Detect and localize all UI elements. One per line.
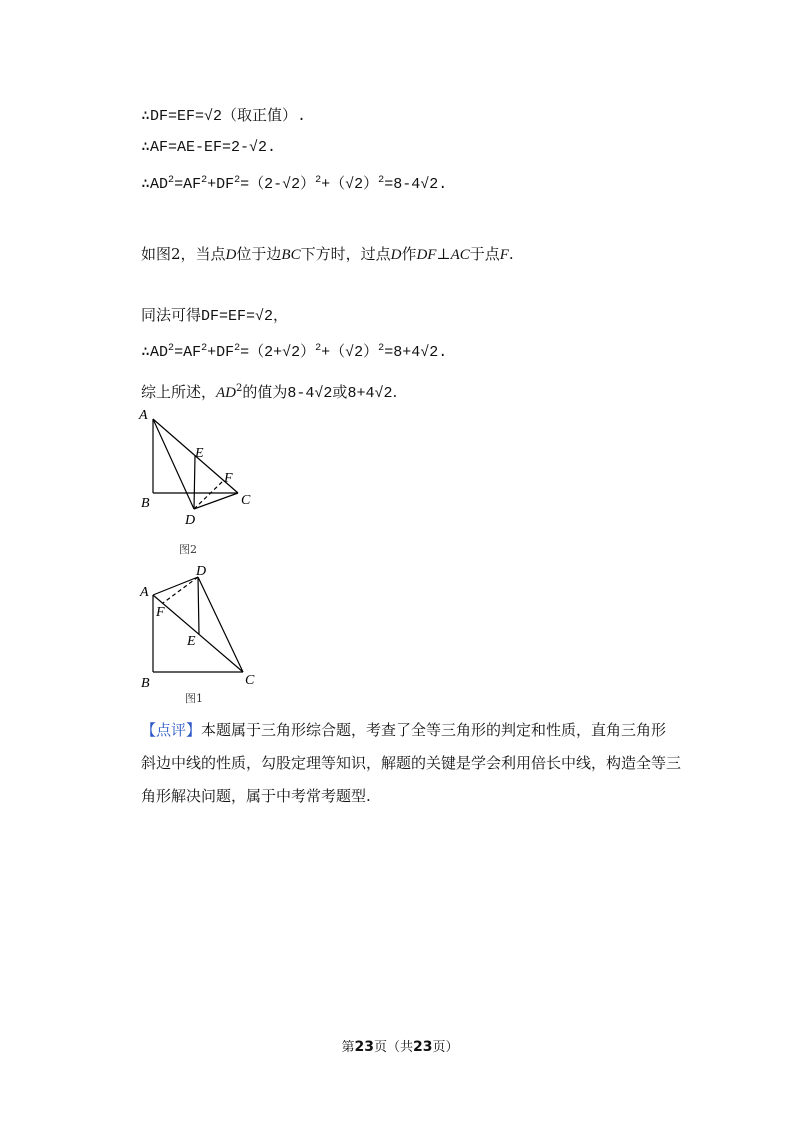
expr-part: =（2-√2） — [240, 176, 316, 193]
segment-DF-dashed — [194, 481, 223, 509]
label-B: B — [141, 496, 150, 511]
label-D: D — [196, 564, 207, 579]
exponent: 2 — [236, 383, 243, 394]
figure-1-diagram — [135, 560, 275, 690]
label-A: A — [140, 585, 149, 600]
comment-text: 本题属于三角形综合题，考查了全等三角形的判定和性质，直角三角形斜边中线的性质，勾股定理等知识，解题的关键是学会利用倍长中线，构造全等三角形解决问题，属于中考常考题型. — [141, 721, 682, 805]
text: 于点 — [469, 245, 500, 263]
expr-part: =（2+√2） — [240, 344, 316, 361]
expr-part: ∴AD — [141, 344, 169, 361]
expr-part: ∴AD — [141, 176, 169, 193]
conclusion-line — [141, 381, 397, 402]
case2-sentence — [141, 243, 514, 264]
exponent: 2 — [234, 343, 241, 354]
expr-part: =8+4√2. — [384, 344, 448, 361]
segment-label: AD — [216, 385, 237, 401]
text: 位于边 — [236, 245, 282, 263]
segment-AD — [153, 577, 198, 595]
label-B: B — [141, 676, 150, 690]
expr-part: +（√2） — [321, 344, 379, 361]
footer-text: 第 — [341, 1040, 355, 1055]
label-D: D — [185, 513, 196, 528]
segment-label: AC — [450, 247, 470, 263]
label-E: E — [187, 634, 196, 649]
solution-line-3 — [141, 172, 447, 193]
label-F: F — [156, 605, 165, 620]
label-A: A — [139, 408, 148, 423]
text: 作 — [401, 245, 417, 263]
point-label: D — [225, 247, 237, 263]
expr-part: =8-4√2. — [384, 176, 448, 193]
exponent: 2 — [315, 343, 322, 354]
text: 下方时，过点 — [300, 245, 391, 263]
expr-part: +DF — [207, 176, 235, 193]
segment-AD — [153, 419, 194, 509]
value-1: 8-4√2 — [287, 385, 333, 402]
segment-DF-dashed — [163, 577, 198, 603]
exponent: 2 — [378, 343, 385, 354]
text: 的值为 — [242, 383, 288, 401]
exponent: 2 — [234, 175, 241, 186]
point-label: D — [390, 247, 402, 263]
expr-part: =AF — [174, 176, 202, 193]
page-footer — [0, 1036, 800, 1055]
label-C: C — [245, 673, 255, 688]
exponent: 2 — [168, 343, 175, 354]
label-E: E — [195, 446, 204, 461]
segment-DC — [198, 577, 243, 672]
point-label: F — [499, 247, 509, 263]
total-pages: 23 — [413, 1039, 433, 1055]
comment-paragraph — [141, 714, 681, 813]
text: 如图2，当点 — [141, 245, 226, 263]
figure-1-caption: 图1 — [185, 692, 203, 705]
exponent: 2 — [378, 175, 385, 186]
exponent: 2 — [315, 175, 322, 186]
footer-text: 页） — [432, 1040, 459, 1055]
segment-ED — [194, 456, 195, 509]
comment-tag: 【点评】 — [141, 721, 202, 739]
segment-label: BC — [281, 247, 301, 263]
exponent: 2 — [168, 175, 175, 186]
same-method-line: 同法可得DF=EF=√2， — [141, 308, 289, 325]
page-number: 23 — [354, 1039, 374, 1055]
exponent: 2 — [201, 175, 208, 186]
solution-line-6 — [141, 340, 447, 361]
exponent: 2 — [201, 343, 208, 354]
figure-2-caption: 图2 — [179, 543, 197, 556]
expr-part: +（√2） — [321, 176, 379, 193]
text: . — [508, 245, 514, 263]
text: 综上所述， — [141, 383, 217, 401]
solution-line-2: ∴AF=AE-EF=2-√2. — [141, 139, 277, 156]
text: . — [392, 383, 398, 401]
solution-line-1: ∴DF=EF=√2（取正值）. — [141, 108, 307, 125]
footer-text: 页（共 — [373, 1040, 413, 1055]
perp-symbol: ⊥ — [436, 245, 451, 263]
label-F: F — [224, 471, 233, 486]
value-2: 8+4√2 — [347, 385, 393, 402]
segment-DC — [194, 493, 238, 509]
segment-DE — [198, 577, 199, 634]
text: 或 — [332, 383, 348, 401]
expr-part: +DF — [207, 344, 235, 361]
segment-label: DF — [416, 247, 437, 263]
expr-part: =AF — [174, 344, 202, 361]
label-C: C — [241, 493, 251, 508]
figure-2-diagram — [135, 405, 275, 530]
